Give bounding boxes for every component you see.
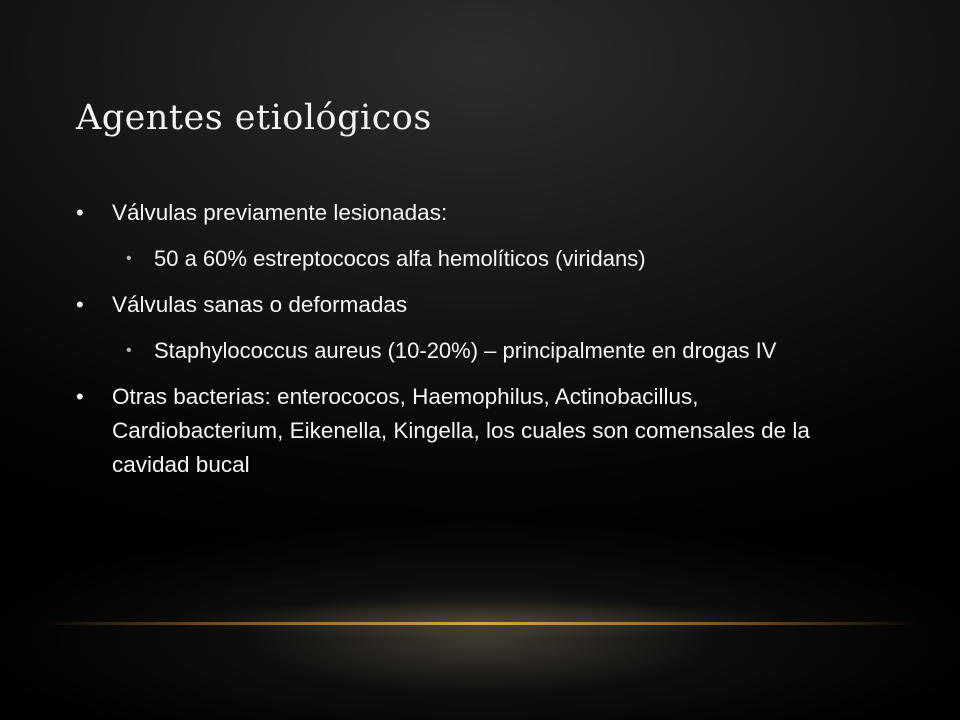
bullet-dot-icon: • bbox=[76, 200, 84, 225]
sub-bullet-item bbox=[76, 242, 866, 276]
slide-title: Agentes etiológicos bbox=[76, 98, 432, 138]
bullet-dot-icon: • bbox=[126, 342, 132, 359]
bullet-list bbox=[76, 196, 866, 494]
bullet-text: Otras bacterias: enterococos, Haemophilus, Actinobacillus, Cardiobacterium, Eikenella, Kingella, los cuales son comensales de la cavidad bucal bbox=[112, 384, 810, 477]
bullet-dot-icon: • bbox=[76, 384, 84, 409]
bullet-dot-icon: • bbox=[126, 250, 132, 267]
bullet-item bbox=[76, 288, 866, 322]
bullet-item bbox=[76, 196, 866, 230]
bullet-text: Válvulas sanas o deformadas bbox=[112, 292, 408, 317]
bullet-text: Válvulas previamente lesionadas: bbox=[112, 200, 448, 225]
bullet-item bbox=[76, 380, 866, 482]
sub-bullet-item bbox=[76, 334, 866, 368]
bullet-text: Staphylococcus aureus (10-20%) – principalmente en drogas IV bbox=[154, 338, 777, 363]
floor-glow bbox=[160, 600, 800, 640]
accent-divider-line bbox=[40, 622, 920, 625]
bullet-dot-icon: • bbox=[76, 292, 84, 317]
bullet-text: 50 a 60% estreptococos alfa hemolíticos (viridans) bbox=[154, 246, 646, 271]
